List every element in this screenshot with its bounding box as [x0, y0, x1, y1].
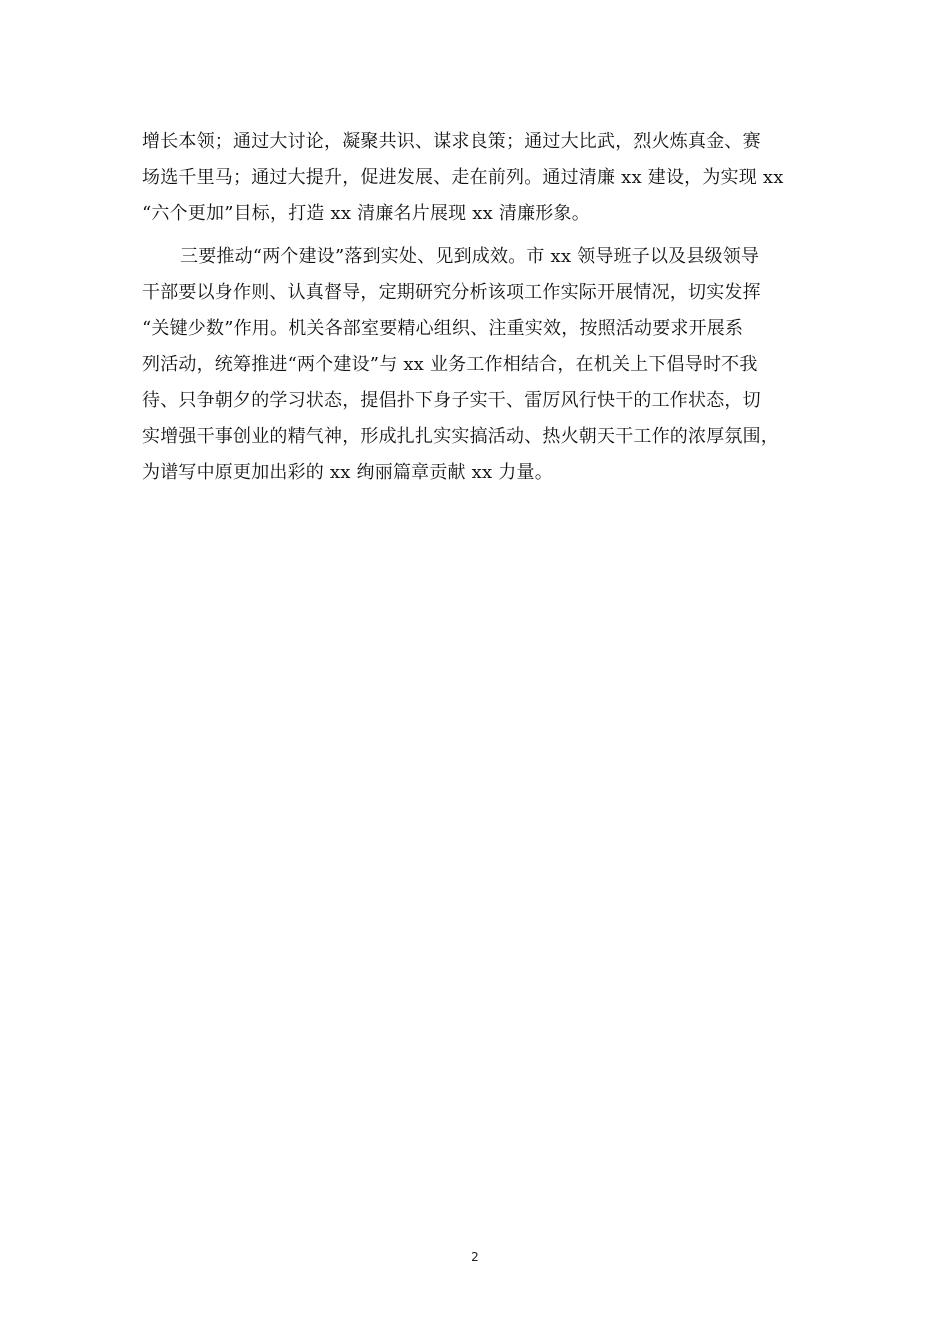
paragraph-gap — [142, 232, 812, 239]
text-line: 三要推动“两个建设”落到实处、见到成效。市 xx 领导班子以及县级领导 — [180, 246, 760, 267]
text-line: 干部要以身作则、认真督导，定期研究分析该项工作实际开展情况，切实发挥 — [142, 282, 761, 303]
text-line: 实增强干事创业的精气神，形成扎扎实实搞活动、热火朝天干工作的浓厚氛围， — [142, 426, 779, 447]
text-line: 待、只争朝夕的学习状态，提倡扑下身子实干、雷厉风行快干的工作状态，切 — [142, 390, 761, 411]
text-line: 场选千里马；通过大提升，促进发展、走在前列。通过清廉 xx 建设，为实现 xx — [142, 167, 784, 188]
text-line: 为谱写中原更加出彩的 xx 绚丽篇章贡献 xx 力量。 — [142, 462, 553, 483]
page-number: 2 — [471, 1250, 479, 1264]
paragraph-continuation — [142, 124, 812, 232]
text-line: “六个更加”目标，打造 xx 清廉名片展现 xx 清廉形象。 — [142, 203, 590, 224]
text-line: “关键少数”作用。机关各部室要精心组织、注重实效，按照活动要求开展系 — [142, 318, 744, 339]
text-line: 列活动，统筹推进“两个建设”与 xx 业务工作相结合，在机关上下倡导时不我 — [142, 354, 758, 375]
text-line: 增长本领；通过大讨论，凝聚共识、谋求良策；通过大比武，烈火炼真金、赛 — [142, 131, 761, 152]
paragraph-third-requirement — [142, 239, 812, 491]
document-body — [142, 124, 812, 491]
